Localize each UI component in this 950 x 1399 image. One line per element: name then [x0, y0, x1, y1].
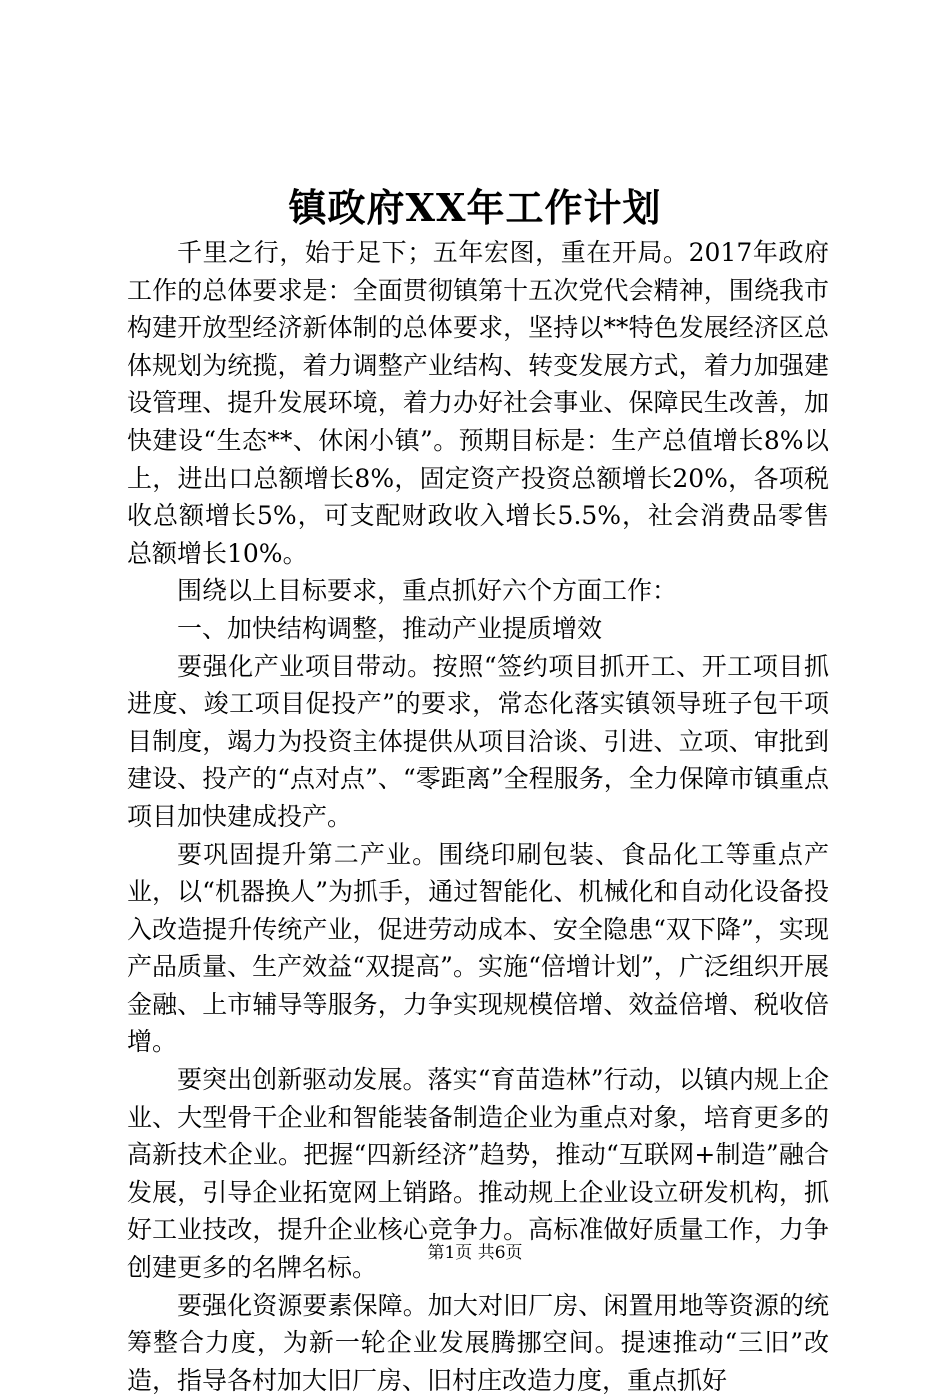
paragraph-intro: 千里之行，始于足下；五年宏图，重在开局。2017年政府工作的总体要求是：全面贯彻镇第十五次党代会精神，围绕我市构建开放型经济新体制的总体要求，坚持以**特色发展经济区总体规划为统揽，着力调整产业结构、转变发展方式，着力加强建设管理、提升发展环境，着力办好社会事业、保障民生改善，加快建设“生态**、休闲小镇”。预期目标是：生产总值增长8%以上，进出口总额增长8%，固定资产投资总额增长20%，各项税收总额增长5%，可支配财政收入增长5.5%，社会消费品零售总额增长10%。	[127, 238, 829, 568]
paragraph-innovation: 要突出创新驱动发展。落实“育苗造林”行动，以镇内规上企业、大型骨干企业和智能装备制造企业为重点对象，培育更多的高新技术企业。把握“四新经济”趋势，推动“互联网+制造”融合发展，引导企业拓宽网上销路。推动规上企业设立研发机构，抓好工业技改，提升企业核心竞争力。高标准做好质量工作，力争创建更多的名牌名标。	[127, 1065, 829, 1283]
document-title: 镇政府XX年工作计划	[288, 185, 662, 230]
document-body	[127, 234, 829, 1399]
page-footer: 第1页 共6页	[427, 1243, 523, 1263]
paragraph-secondary-industry: 要巩固提升第二产业。围绕印刷包装、食品化工等重点产业，以“机器换人”为抓手，通过智能化、机械化和自动化设备投入改造提升传统产业，促进劳动成本、安全隐患“双下降”，实现产品质量、生产效益“双提高”。实施“倍增计划”，广泛组织开展金融、上市辅导等服务，力争实现规模倍增、效益倍增、税收倍增。	[127, 839, 829, 1057]
paragraph-focus: 围绕以上目标要求，重点抓好六个方面工作：	[177, 576, 678, 606]
paragraph-projects: 要强化产业项目带动。按照“签约项目抓开工、开工项目抓进度、竣工项目促投产”的要求，常态化落实镇领导班子包干项目制度，竭力为投资主体提供从项目洽谈、引进、立项、审批到建设、投产的“点对点”、“零距离”全程服务，全力保障市镇重点项目加快建成投产。	[127, 651, 829, 831]
section-heading-1: 一、加快结构调整，推动产业提质增效	[177, 613, 603, 643]
paragraph-resources: 要强化资源要素保障。加大对旧厂房、闲置用地等资源的统筹整合力度，为新一轮企业发展腾挪空间。提速推动“三旧”改造，指导各村加大旧厂房、旧村庄改造力度，重点抓好	[127, 1290, 829, 1395]
